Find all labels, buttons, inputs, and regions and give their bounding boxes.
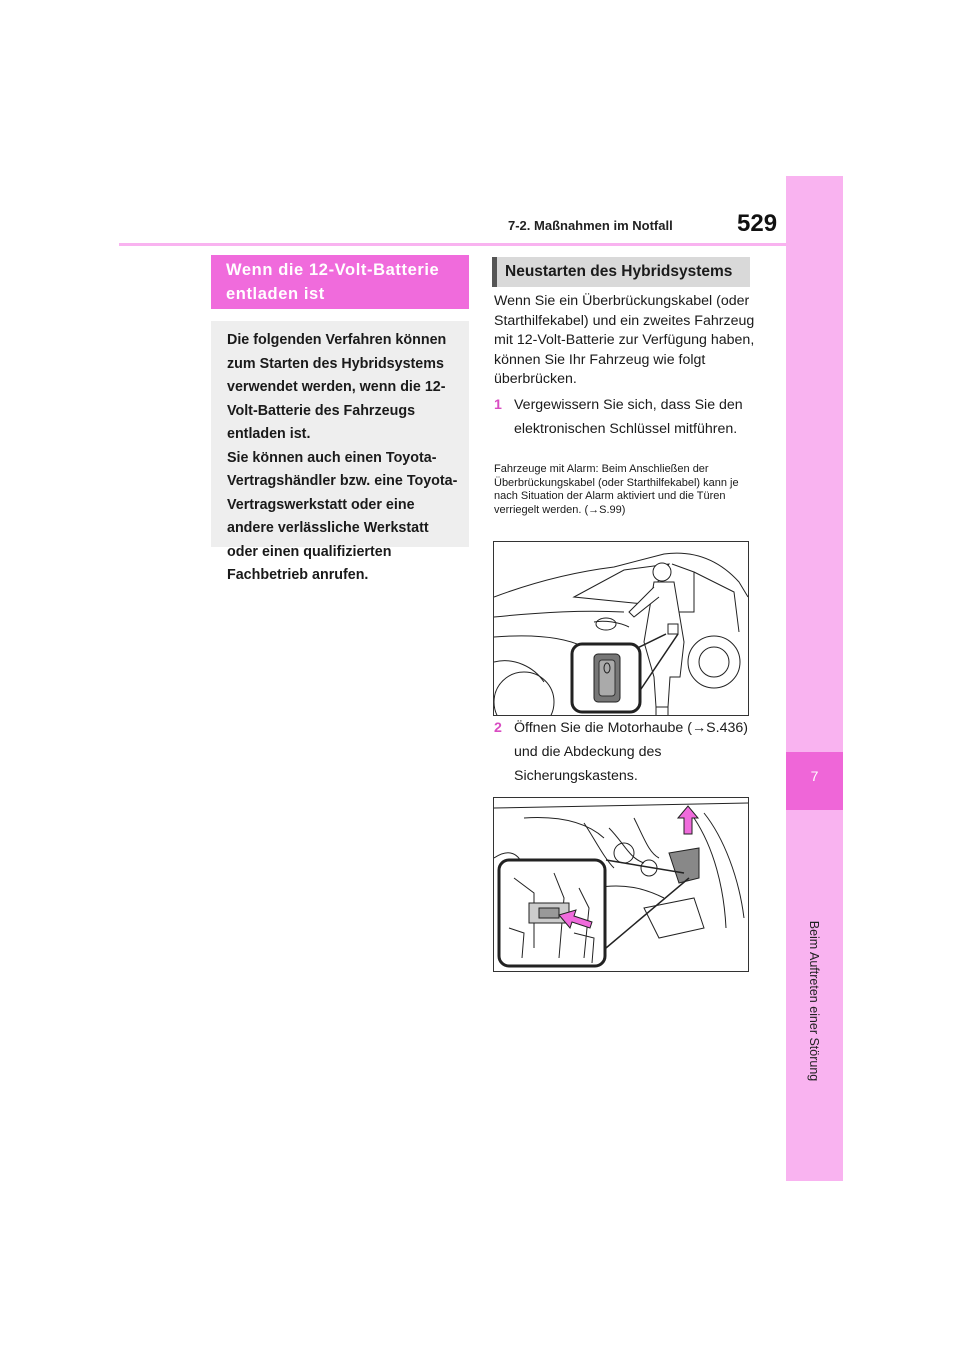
alarm-note: Fahrzeuge mit Alarm: Beim Anschließen der Überbrückungskabel (oder Starthilfekabel) kann je nach Situation der Alarm aktiviert und die Türen verriegelt werden. (→S.99) [494, 463, 739, 516]
info-text-2: Sie können auch einen Toyota-Vertragshändler bzw. eine Toyota-Vertragswerkstatt oder eine andere verlässliche Werkstatt oder einen qualifizierten Fachbetrieb anrufen. [227, 449, 458, 583]
chapter-title: Beim Auftreten einer Störung [807, 920, 821, 1082]
chapter-number: 7 [810, 768, 819, 784]
step-2-number: 2 [494, 720, 502, 736]
left-heading: Wenn die 12-Volt-Batterie entladen ist [211, 255, 469, 309]
page-number: 529 [737, 210, 778, 237]
step-1-text: Vergewissern Sie sich, dass Sie den elektronischen Schlüssel mitführen. [514, 397, 743, 437]
step-1 [494, 393, 756, 441]
engine-illustration [493, 797, 749, 972]
section-title: 7-2. Maßnahmen im Notfall [508, 218, 673, 233]
right-heading: Neustarten des Hybridsystems [492, 257, 750, 287]
step-1-number: 1 [494, 397, 502, 413]
step-2-text: Öffnen Sie die Motorhaube (→S.436) und die Abdeckung des Sicherungskastens. [514, 720, 748, 784]
step-2 [494, 716, 756, 788]
info-text-1: Die folgenden Verfahren können zum Starten des Hybridsystems verwendet werden, wenn die 12-Volt-Batterie des Fahrzeugs entladen ist. [227, 332, 447, 442]
key-illustration [493, 541, 749, 716]
intro-paragraph: Wenn Sie ein Überbrückungskabel (oder Starthilfekabel) und ein zweites Fahrzeug mit 12-Volt-Batterie zur Verfügung haben, können Sie Ihr Fahrzeug wie folgt überbrücken. [494, 293, 755, 387]
header-rule [119, 243, 786, 246]
info-box [211, 321, 469, 583]
